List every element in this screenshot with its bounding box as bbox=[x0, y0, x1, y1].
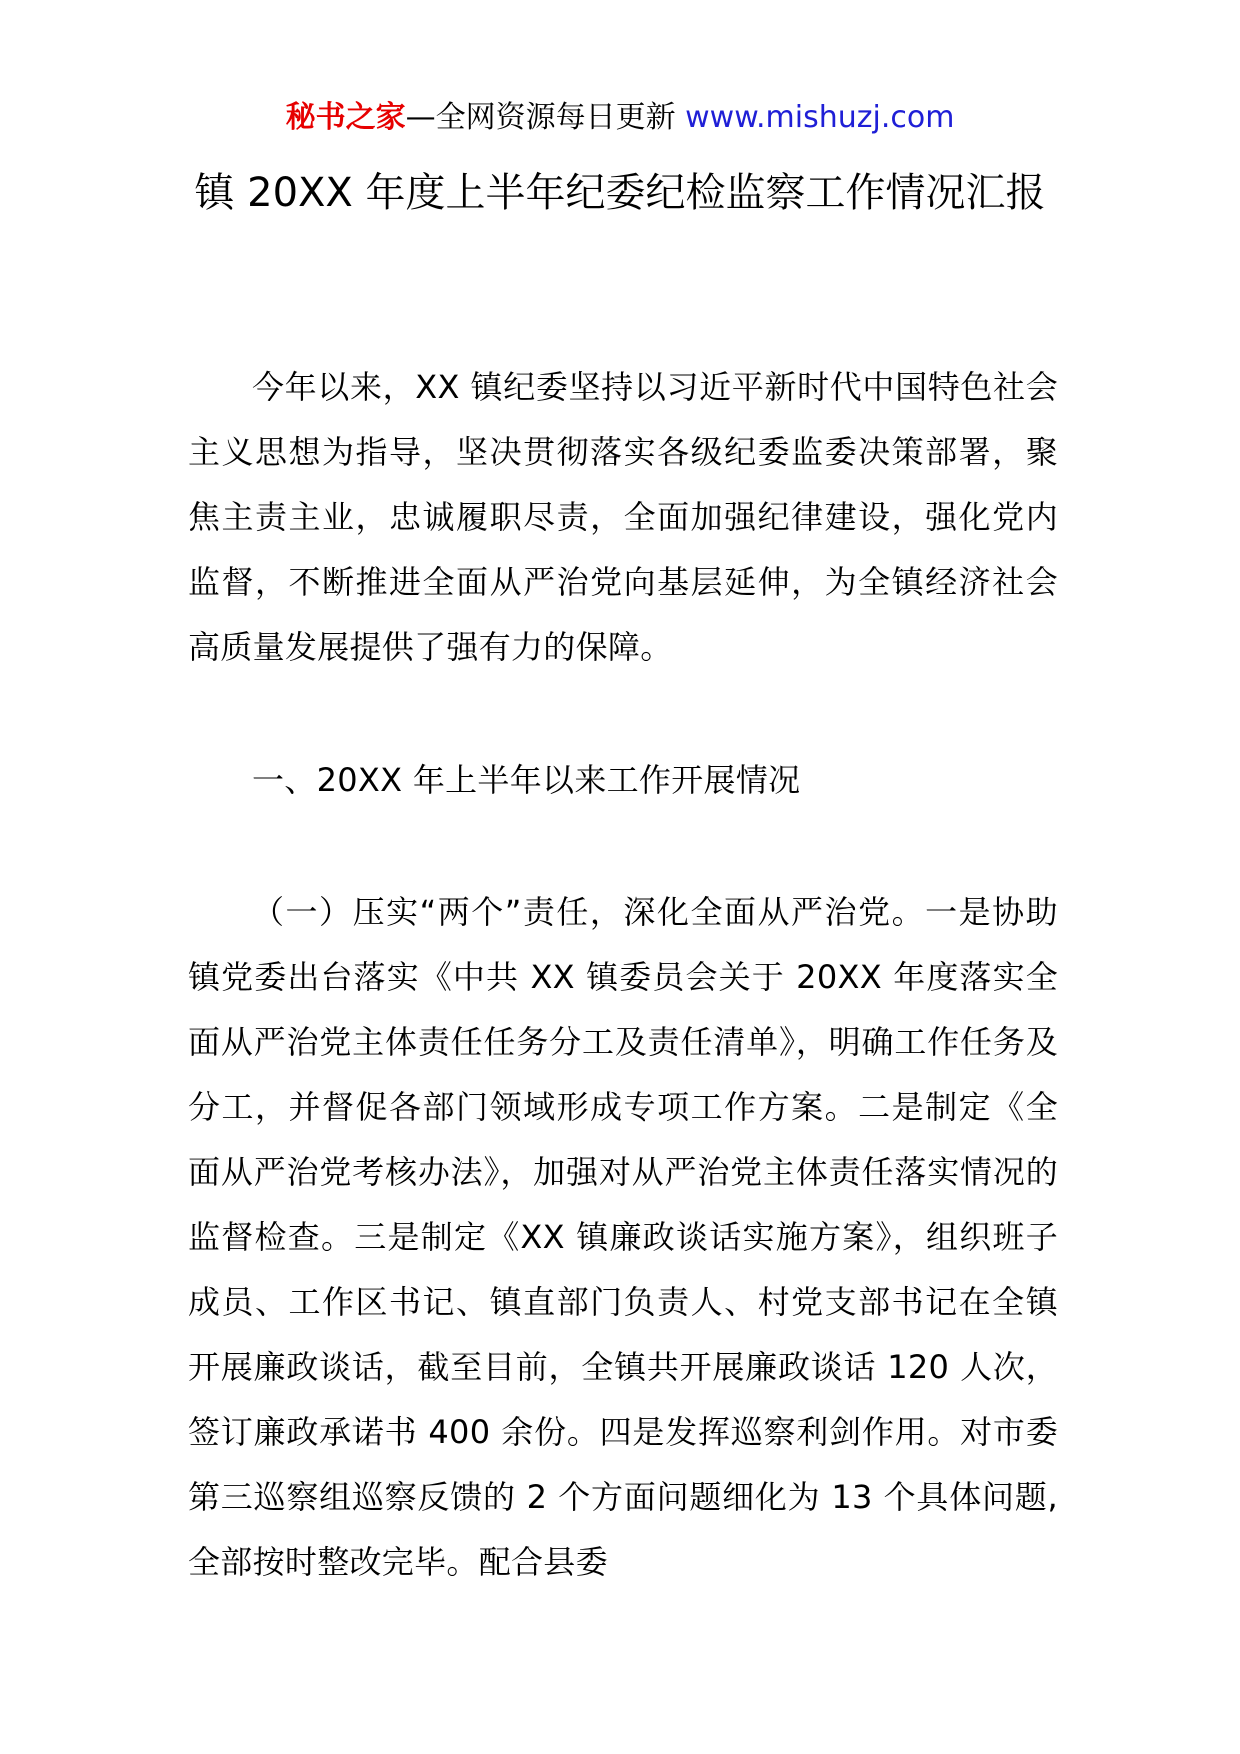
site-header bbox=[0, 98, 1240, 138]
section-paragraph: （一）压实“两个”责任，深化全面从严治党。一是协助镇党委出台落实《中共 XX 镇委员会关于 20XX 年度落实全面从严治党主体责任任务分工及责任清单》，明确工作任务及分工，并督促各部门领域形成专项工作方案。二是制定《全面从严治党考核办法》，加强对从严治党主体责任落实情况的监督检查。三是制定《XX 镇廉政谈话实施方案》，组织班子成员、工作区书记、镇直部门负责人、村党支部书记在全镇开展廉政谈话，截至目前，全镇共开展廉政谈话 120 人次，签订廉政承诺书 400 余份。四是发挥巡察利剑作用。对市委第三巡察组巡察反馈的 2 个方面问题细化为 13 个具体问题,全部按时整改完毕。配合县委 bbox=[188, 893, 1058, 1581]
site-brand: 秘书之家 bbox=[285, 100, 406, 135]
document-title: 镇 20XX 年度上半年纪委纪检监察工作情况汇报 bbox=[194, 170, 1046, 216]
site-url-link[interactable]: www.mishuzj.com bbox=[685, 100, 955, 135]
intro-paragraph: 今年以来，XX 镇纪委坚持以习近平新时代中国特色社会主义思想为指导，坚决贯彻落实各级纪委监委决策部署，聚焦主责主业，忠诚履职尽责，全面加强纪律建设，强化党内监督，不断推进全面从严治党向基层延伸，为全镇经济社会高质量发展提供了强有力的保障。 bbox=[188, 368, 1058, 666]
site-tagline: —全网资源每日更新 bbox=[405, 100, 676, 135]
section-heading: 一、20XX 年上半年以来工作开展情况 bbox=[252, 761, 801, 799]
